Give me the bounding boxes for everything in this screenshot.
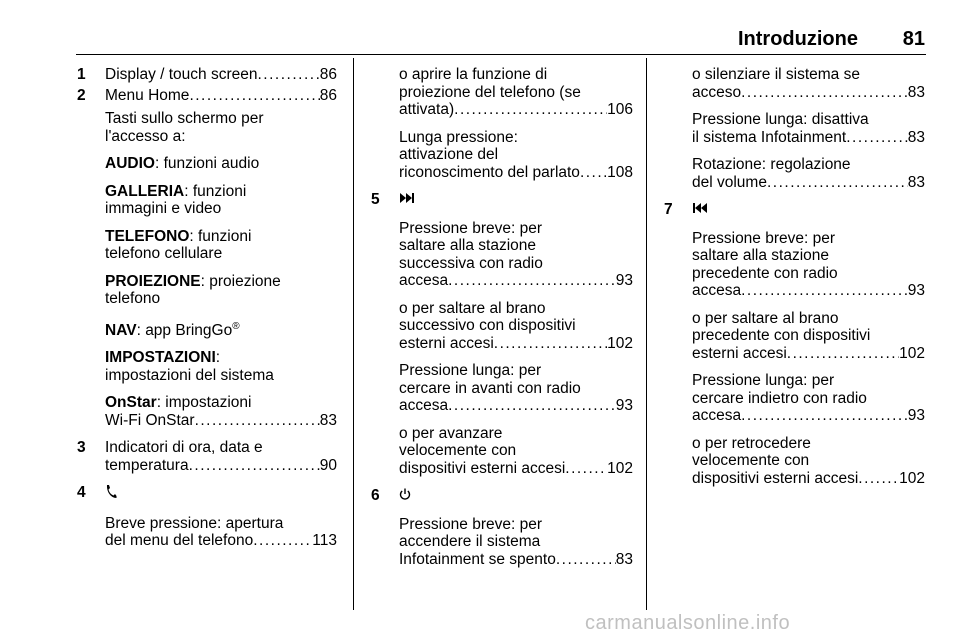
item-text: Menu Home — [105, 86, 190, 104]
entry-line: successivo con dispositivi — [399, 317, 576, 334]
page-ref: 83 — [615, 550, 633, 568]
entry-seek-back — [692, 372, 925, 425]
previous-track-icon — [692, 201, 925, 220]
entry-line: Pressione breve: per — [399, 515, 543, 533]
telefono-desc: : funzioni telefono cellulare — [105, 227, 252, 262]
page-ref: 90 — [319, 456, 337, 474]
dot-leader — [448, 272, 616, 290]
item-text: Breve pressione: apertura — [105, 514, 284, 532]
entry-line: del volume — [692, 173, 767, 191]
page-ref: 108 — [607, 163, 633, 181]
list-item-5 — [371, 191, 633, 477]
entry-line: proiezione del telefono (se — [399, 83, 581, 101]
onstar-line2: Wi-Fi OnStar — [105, 411, 195, 429]
column-divider-1 — [353, 58, 354, 610]
entry-line: Pressione breve: per — [399, 219, 543, 237]
entry-line: dispositivi esterni accesi — [692, 469, 859, 487]
dot-leader — [767, 174, 908, 192]
dot-leader — [253, 532, 312, 550]
item-text: Indicatori di ora, data e — [105, 439, 263, 457]
item-text: temperatura — [105, 456, 189, 474]
page-ref: 102 — [899, 344, 925, 362]
galleria-desc: : funzioni immagini e video — [105, 182, 247, 217]
header-divider — [76, 54, 926, 55]
page-ref: 102 — [607, 459, 633, 477]
power-icon — [399, 487, 633, 506]
dot-leader — [741, 282, 908, 300]
entry-line: acceso — [692, 83, 742, 101]
page-ref: 83 — [907, 83, 925, 101]
entry-line: il sistema Infotainment — [692, 128, 847, 146]
entry-mute — [692, 66, 925, 101]
entry-line: precedente con radio — [692, 264, 838, 282]
access-intro: Tasti sullo schermo per l'accesso a: — [105, 110, 264, 145]
entry-line: Pressione breve: per — [692, 229, 836, 247]
entry-line: esterni accesi — [692, 344, 787, 362]
list-item-4 — [77, 484, 337, 550]
onstar-entry — [105, 394, 337, 429]
entry-line: dispositivi esterni accesi — [399, 459, 566, 477]
onstar-key: OnStar — [105, 394, 157, 412]
onstar-desc: : impostazioni — [156, 394, 252, 412]
entry-line: o per saltare al brano — [399, 299, 546, 317]
dot-leader — [565, 460, 607, 478]
entry-line: accesa — [399, 397, 449, 414]
entry-line: cercare indietro con radio — [692, 389, 867, 407]
entry-line: Pressione lunga: per — [692, 372, 835, 389]
nav-entry — [105, 318, 337, 340]
phone-icon — [105, 484, 337, 505]
item-text: Display / touch screen — [105, 66, 258, 83]
dot-leader — [189, 87, 319, 105]
page-ref: 83 — [319, 411, 337, 429]
page-ref: 86 — [319, 86, 337, 104]
entry-seek-forward — [399, 362, 633, 415]
item-number: 7 — [664, 201, 673, 218]
item-number: 4 — [77, 484, 86, 502]
list-item-1 — [77, 66, 337, 84]
entry-power-off — [692, 111, 925, 146]
entry-line: saltare alla stazione — [692, 247, 829, 264]
entry-line: o per avanzare — [399, 424, 503, 442]
entry-line: attivata) — [399, 101, 455, 118]
audio-key: AUDIO — [105, 155, 155, 172]
page-ref: 93 — [907, 282, 925, 299]
dot-leader — [189, 457, 320, 475]
entry-line: accesa — [399, 272, 449, 289]
page-ref: 102 — [607, 334, 633, 352]
entry-line: Pressione lunga: disattiva — [692, 111, 869, 128]
nav-desc: : app BringGo — [136, 321, 233, 339]
dot-leader — [494, 335, 607, 353]
page-ref: 93 — [615, 397, 633, 414]
page-ref: 83 — [907, 128, 925, 146]
item-number: 5 — [371, 191, 380, 208]
entry-line: saltare alla stazione — [399, 237, 536, 254]
column-divider-2 — [646, 58, 647, 610]
entry-line: o silenziare il sistema se — [692, 66, 860, 83]
page-ref: 106 — [607, 101, 633, 118]
entry-prev-track — [692, 310, 925, 363]
page-ref: 102 — [899, 469, 925, 487]
entry-line: esterni accesi — [399, 334, 494, 352]
entry-rewind — [692, 435, 925, 488]
entry-line: o per retrocedere — [692, 434, 811, 452]
entry-line: o aprire la funzione di — [399, 66, 548, 83]
watermark: carmanualsonline.info — [585, 612, 791, 634]
entry-line: attivazione del — [399, 146, 499, 163]
list-item-2 — [77, 87, 337, 105]
dot-leader — [195, 412, 320, 430]
entry-line: cercare in avanti con radio — [399, 379, 581, 397]
next-track-icon — [399, 191, 633, 210]
dot-leader — [556, 551, 616, 569]
galleria-key: GALLERIA — [105, 182, 185, 200]
entry-next-track — [399, 300, 633, 353]
column-2 — [371, 66, 633, 568]
page-ref: 83 — [907, 173, 925, 191]
page-ref: 86 — [319, 66, 337, 83]
proiezione-entry — [105, 273, 295, 308]
entry-power-on — [399, 516, 633, 569]
entry-line: o per saltare al brano — [692, 309, 839, 327]
dot-leader — [787, 345, 899, 363]
entry-line: velocemente con — [692, 452, 810, 469]
entry-line: accendere il sistema — [399, 533, 541, 550]
impostazioni-entry — [105, 349, 305, 384]
entry-line: Lunga pressione: — [399, 128, 518, 146]
dot-leader — [741, 407, 908, 425]
item-text: del menu del telefono — [105, 532, 254, 550]
nav-key: NAV — [105, 321, 137, 339]
item-number: 6 — [371, 487, 380, 504]
galleria-entry — [105, 183, 265, 218]
telefono-entry — [105, 228, 265, 263]
entry-voice — [399, 129, 633, 182]
page-section-title: Introduzione — [738, 28, 858, 50]
page-ref: 93 — [615, 272, 633, 289]
entry-projection — [399, 66, 633, 119]
dot-leader — [454, 101, 607, 119]
list-item-3 — [77, 439, 337, 474]
entry-next-station — [399, 220, 633, 290]
entry-line: precedente con dispositivi — [692, 327, 871, 344]
page-ref: 93 — [907, 407, 925, 424]
item-number: 2 — [77, 86, 86, 104]
entry-line: riconoscimento del parlato — [399, 163, 580, 181]
page-number: 81 — [902, 28, 925, 50]
dot-leader — [580, 164, 607, 182]
entry-line: Rotazione: regolazione — [692, 156, 851, 173]
page-ref: 113 — [312, 532, 337, 550]
telefono-key: TELEFONO — [105, 227, 190, 245]
entry-prev-station — [692, 230, 925, 300]
dot-leader — [846, 129, 908, 147]
dot-leader — [258, 66, 320, 84]
audio-desc: : funzioni audio — [154, 155, 260, 172]
item-number: 1 — [77, 66, 86, 83]
impostazioni-desc: : impostazioni del sistema — [105, 349, 274, 384]
entry-volume — [692, 156, 925, 191]
entry-line: accesa — [692, 407, 742, 424]
entry-line: velocemente con — [399, 442, 517, 459]
proiezione-desc: : proiezione telefono — [105, 272, 281, 307]
registered-mark: ® — [232, 320, 240, 332]
dot-leader — [858, 470, 899, 488]
dot-leader — [741, 84, 908, 102]
column-1 — [77, 66, 337, 550]
impostazioni-key: IMPOSTAZIONI — [105, 349, 216, 367]
entry-fast-forward — [399, 425, 633, 478]
list-item-6 — [371, 487, 633, 568]
audio-entry — [105, 155, 337, 173]
item-number: 3 — [77, 439, 86, 457]
entry-line: successiva con radio — [399, 254, 543, 272]
list-item-7 — [664, 201, 925, 487]
dot-leader — [448, 397, 616, 415]
proiezione-key: PROIEZIONE — [105, 272, 201, 290]
entry-line: accesa — [692, 282, 742, 299]
entry-line: Pressione lunga: per — [399, 362, 542, 379]
entry-line: Infotainment se spento — [399, 550, 556, 568]
column-3 — [664, 66, 925, 487]
